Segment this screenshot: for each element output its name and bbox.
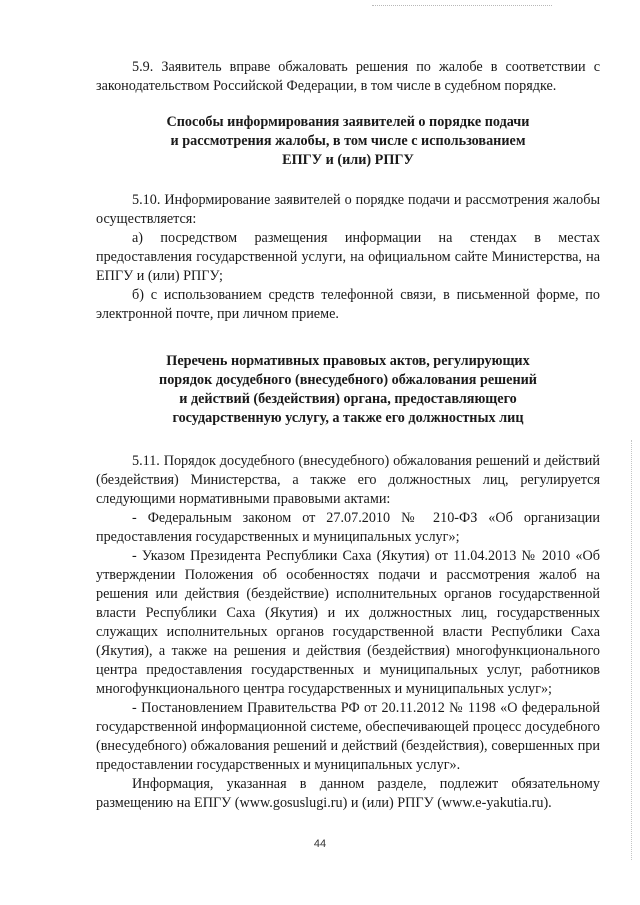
heading-line: ЕПГУ и (или) РПГУ [282,152,414,168]
page-number: 44 [313,838,327,850]
scan-top-mark [372,5,552,7]
paragraph-5-10: 5.10. Информирование заявителей о порядке подачи и рассмотрения жалобы осуществляется: [96,192,600,227]
paragraph-5-11-presidential-decree: - Указом Президента Республики Саха (Якутия) от 11.04.2013 № 2010 «Об утверждении Положения об особенностях подачи и рассмотрения жалоб на решения или действия (бездействие) исполнительных органов государственной власти Республики Саха (Якутия) и их должностных лиц, государственных служащих исполнительных органов государственной власти Республики Саха (Якутия), а также на решения и действия (бездействия) многофункционального центра предоставления государственных и муниципальных услуг, работников многофункционального центра государственных и муниципальных услуг»; [96,548,600,697]
paragraph-final-information: Информация, указанная в данном разделе, подлежит обязательному размещению на ЕПГУ (www.gosuslugi.ru) и (или) РПГУ (www.e-yakutia.ru). [96,776,600,811]
heading-line: и рассмотрения жалобы, в том числе с использованием [170,133,526,149]
heading-line: и действий (бездействия) органа, предоставляющего [179,391,517,407]
paragraph-5-10-b: б) с использованием средств телефонной связи, в письменной форме, по электронной почте, при личном приеме. [96,287,600,322]
section-heading-normative-acts [96,352,600,428]
paragraph-5-10-a: а) посредством размещения информации на стендах в местах предоставления государственной услуги, на официальном сайте Министерства, на ЕПГУ и (или) РПГУ; [96,230,600,284]
paragraph-5-11-federal-law: - Федеральным законом от 27.07.2010 № 210-ФЗ «Об организации предоставления государственных и муниципальных услуг»; [96,510,600,545]
paragraph-5-11: 5.11. Порядок досудебного (внесудебного) обжалования решений и действий (бездействия) Министерства, а также его должностных лиц, регулируется следующими нормативными правовыми актами: [96,453,600,507]
paragraph-5-9: 5.9. Заявитель вправе обжаловать решения по жалобе в соответствии с законодательством Российской Федерации, в том числе в судебном порядке. [96,59,600,94]
section-heading-informing [96,113,600,170]
heading-line: порядок досудебного (внесудебного) обжалования решений [159,372,537,388]
paragraph-5-11-government-resolution: - Постановлением Правительства РФ от 20.11.2012 № 1198 «О федеральной государственной информационной системе, обеспечивающей процесс досудебного (внесудебного) обжалования решений и действий (бездействия), совершенных при предоставлении государственных и муниципальных услуг». [96,700,600,773]
document-body [96,58,600,813]
heading-line: Способы информирования заявителей о порядке подачи [166,114,530,130]
heading-line: государственную услугу, а также его должностных лиц [172,410,524,426]
heading-line: Перечень нормативных правовых актов, регулирующих [166,353,530,369]
scan-side-mark [631,440,633,860]
